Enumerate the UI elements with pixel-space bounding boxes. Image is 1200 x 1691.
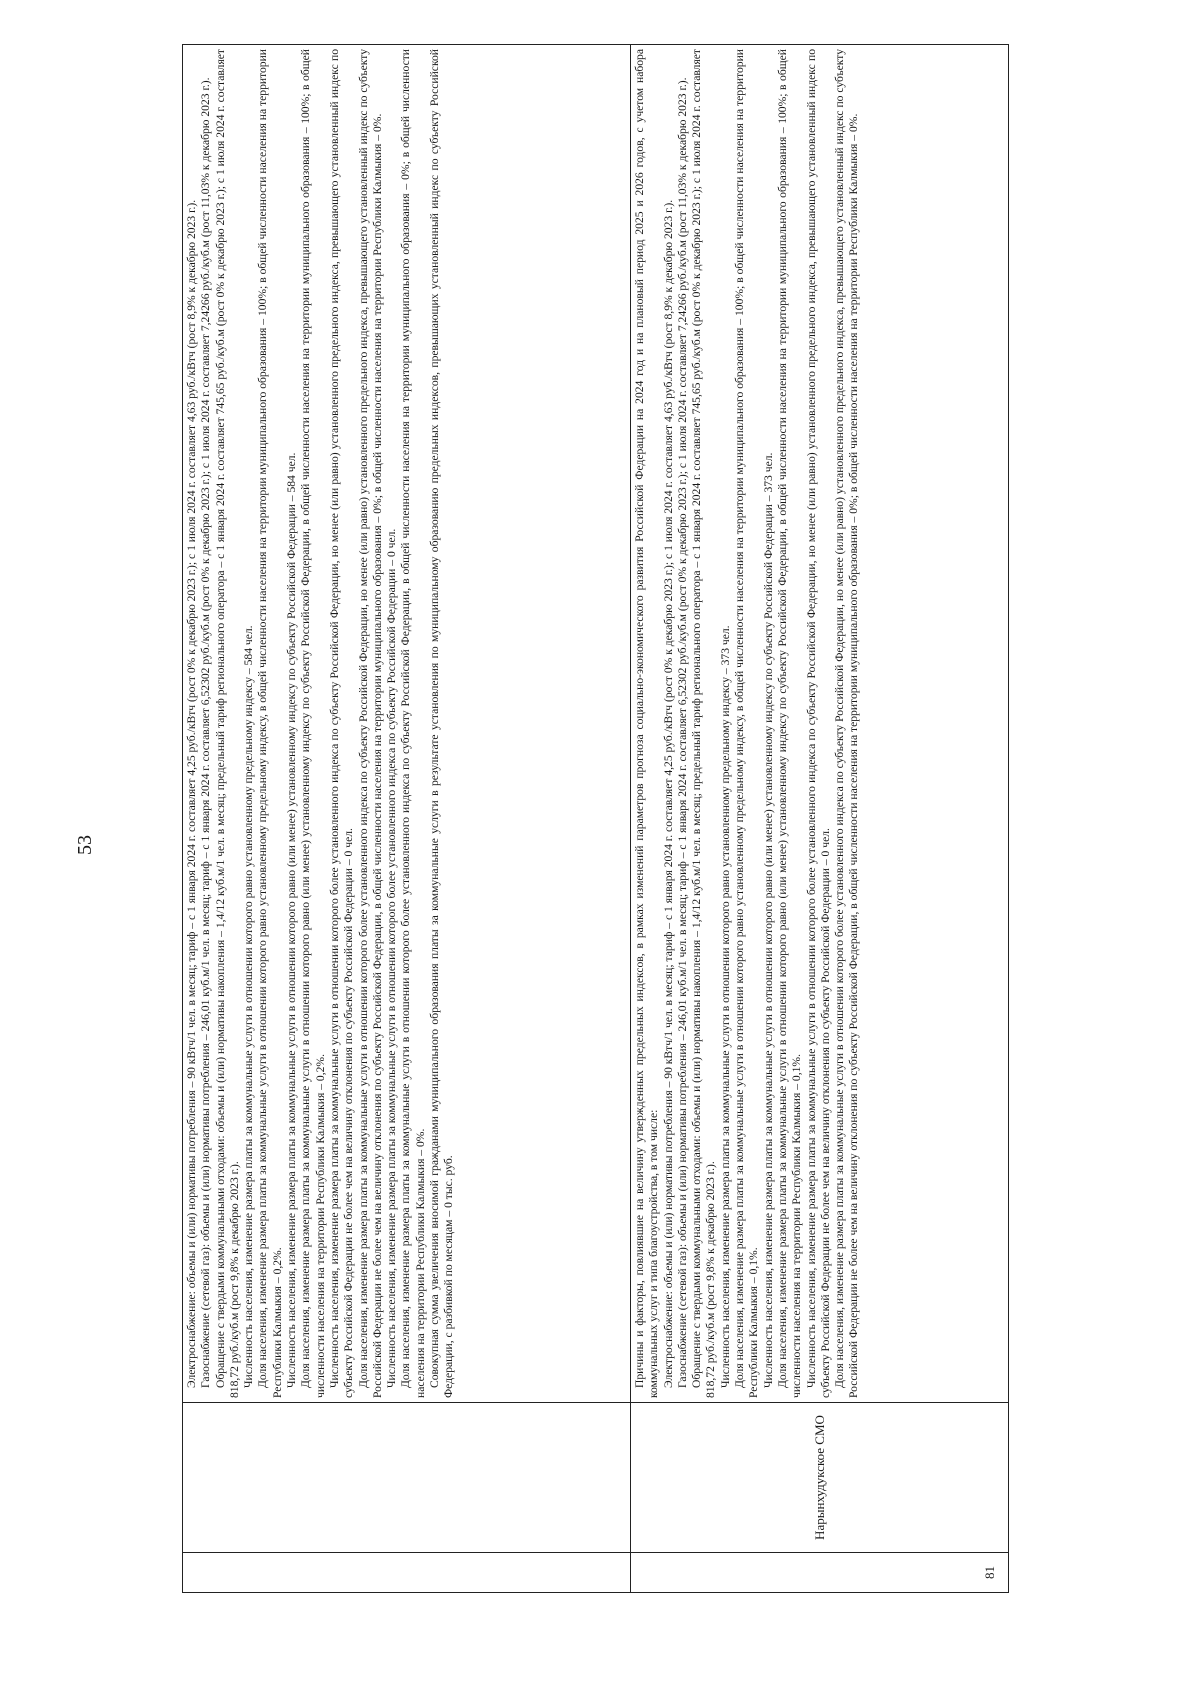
row-index-cell: 81 <box>631 1553 1009 1593</box>
paragraph: Газоснабжение (сетевой газ): объемы и (или) нормативы потребления – 246,01 куб.м/1 чел. в месяц; тариф – с 1 января 2024 г. составляет 6,52302 руб./куб.м (рост 0% к декабрю 2023 г.); с 1 июля 2024 г. составляет 7,24266 руб./куб.м (рост 11,03% к декабрю 2023 г.). <box>675 77 689 1388</box>
page-number: 53 <box>74 835 96 855</box>
paragraph: Электроснабжение: объемы и (или) нормативы потребления – 90 кВтч/1 чел. в месяц; тариф – с 1 января 2024 г. составляет 4,25 руб./кВтч (рост 0% к декабрю 2023 г.); с 1 июля 2024 г. составляет 4,63 руб./кВтч (рост 8,9% к декабрю 2023 г.). <box>661 199 675 1388</box>
paragraph: Численность населения, изменение размера платы за коммунальные услуги в отношении которого равно установленному предельному индексу – 373 чел. <box>718 625 732 1388</box>
paragraph: Обращение с твердыми коммунальными отходами: объемы и (или) нормативы накопления – 1,4/12 куб.м/1 чел. в месяц; предельный тариф регионального оператора – с 1 января 2024 г. составляет 745,65 руб./куб.м (рост 0% к декабрю 2023 г.); с 1 июля 2024 г. составляет 818,72 руб./куб.м (рост 9,8% к декабрю 2023 г.). <box>213 49 241 1398</box>
paragraph: Причины и факторы, повлиявшие на величину утвержденных предельных индексов, в рамках изменений параметров прогноза социально-экономического развития Российской Федерации на 2024 год и на плановый период 2025 и 2026 годов, с учетом набора коммунальных услуг и типа благоустройства, в том числе: <box>633 49 661 1398</box>
paragraph: Электроснабжение: объемы и (или) нормативы потребления – 90 кВтч/1 чел. в месяц; тариф – с 1 января 2024 г. составляет 4,25 руб./кВтч (рост 0% к декабрю 2023 г.); с 1 июля 2024 г. составляет 4,63 руб./кВтч (рост 8,9% к декабрю 2023 г.). <box>185 199 198 1388</box>
table-row <box>631 45 1009 1593</box>
paragraph: Доля населения, изменение размера платы за коммунальные услуги в отношении которого более установленного индекса по субъекту Российской Федерации, но менее (или равно) установленного предельного индекса, превышающего установленный индекс по субъекту Российской Федерации не более чем на величину отклонения по субъекту Российской Федерации, в общей численности населения на территории муниципального образования – 0%; в общей численности населения на территории Республики Калмыкия – 0%. <box>833 49 861 1398</box>
paragraph: Доля населения, изменение размера платы за коммунальные услуги в отношении которого равно (или менее) установленному индексу по субъекту Российской Федерации, в общей численности населения на территории муниципального образования – 100%; в общей численности населения на территории Республики Калмыкия – 0,1%. <box>775 49 804 1398</box>
paragraph: Доля населения, изменение размера платы за коммунальные услуги в отношении которого более установленного индекса по субъекту Российской Федерации, в общей численности населения на территории муниципального образования – 0%; в общей численности населения на территории Республики Калмыкия – 0%. <box>399 49 427 1398</box>
paragraph: Доля населения, изменение размера платы за коммунальные услуги в отношении которого более установленного индекса по субъекту Российской Федерации, но менее (или равно) установленного предельного индекса, превышающего установленный индекс по субъекту Российской Федерации не более чем на величину отклонения по субъекту Российской Федерации, в общей численности населения на территории муниципального образования – 0%; в общей численности населения на территории Республики Калмыкия – 0%. <box>356 49 384 1398</box>
paragraph: Совокупная сумма увеличения вносимой гражданами муниципального образования платы за коммунальные услуги в результате установления по муниципальному образованию предельных индексов, превышающих установленный индекс по субъекту Российской Федерации, с разбивкой по месяцам – 0 тыс. руб. <box>428 49 456 1398</box>
municipality-name-cell <box>183 1403 631 1553</box>
row-index-cell <box>183 1553 631 1593</box>
paragraph: Доля населения, изменение размера платы за коммунальные услуги в отношении которого равно (или менее) установленному индексу по субъекту Российской Федерации, в общей численности населения на территории муниципального образования – 100%; в общей численности населения на территории Республики Калмыкия – 0,2%. <box>299 49 327 1398</box>
paragraph: Газоснабжение (сетевой газ): объемы и (или) нормативы потребления – 246,01 куб.м/1 чел. в месяц; тариф – с 1 января 2024 г. составляет 6,52302 руб./куб.м (рост 0% к декабрю 2023 г.); с 1 июля 2024 г. составляет 7,24266 руб./куб.м (рост 11,03% к декабрю 2023 г.). <box>199 77 213 1388</box>
paragraph: Численность населения, изменение размера платы за коммунальные услуги в отношении которого более установленного индекса по субъекту Российской Федерации, но менее (или равно) установленного предельного индекса, превышающего установленный индекс по субъекту Российской Федерации не более чем на величину отклонения по субъекту Российской Федерации – 0 чел. <box>804 49 832 1398</box>
paragraph: Численность населения, изменение размера платы за коммунальные услуги в отношении которого равно (или менее) установленному индексу по субъекту Российской Федерации – 373 чел. <box>761 452 775 1388</box>
paragraph: Обращение с твердыми коммунальными отходами: объемы и (или) нормативы накопления – 1,4/12 куб.м/1 чел. в месяц; предельный тариф регионального оператора – с 1 января 2024 г. составляет 745,65 руб./куб.м (рост 0% к декабрю 2023 г.); с 1 июля 2024 г. составляет 818,72 руб./куб.м (рост 9,8% к декабрю 2023 г.). <box>690 49 718 1398</box>
paragraph: Численность населения, изменение размера платы за коммунальные услуги в отношении которого более установленного индекса по субъекту Российской Федерации, но менее (или равно) установленного предельного индекса, превышающего установленный индекс по субъекту Российской Федерации не более чем на величину отклонения по субъекту Российской Федерации – 0 чел. <box>327 49 356 1398</box>
rotated-table-container <box>182 45 1008 1593</box>
paragraph: Численность населения, изменение размера платы за коммунальные услуги в отношении которого равно (или менее) установленному индексу по субъекту Российской Федерации – 584 чел. <box>285 452 299 1388</box>
paragraph: Численность населения, изменение размера платы за коммунальные услуги в отношении которого более установленного индекса по субъекту Российской Федерации – 0 чел. <box>385 528 399 1388</box>
paragraph: Доля населения, изменение размера платы за коммунальные услуги в отношении которого равно установленному предельному индексу, в общей численности населения на территории муниципального образования – 100%; в общей численности населения на территории Республики Калмыкия – 0,2%. <box>256 49 284 1398</box>
description-cell <box>183 45 631 1403</box>
description-cell <box>631 45 1009 1403</box>
description-text <box>631 45 862 1402</box>
paragraph: Доля населения, изменение размера платы за коммунальные услуги в отношении которого равно установленному предельному индексу, в общей численности населения на территории муниципального образования – 100%; в общей численности населения на территории Республики Калмыкия – 0,1%. <box>733 49 761 1398</box>
paragraph: Численность населения, изменение размера платы за коммунальные услуги в отношении которого равно установленному предельному индексу – 584 чел. <box>242 625 256 1388</box>
municipal-tariff-table <box>182 44 1009 1593</box>
municipality-name-cell: Нарынхудукское СМО <box>631 1403 1009 1553</box>
description-text <box>183 45 457 1402</box>
table-row <box>183 45 631 1593</box>
